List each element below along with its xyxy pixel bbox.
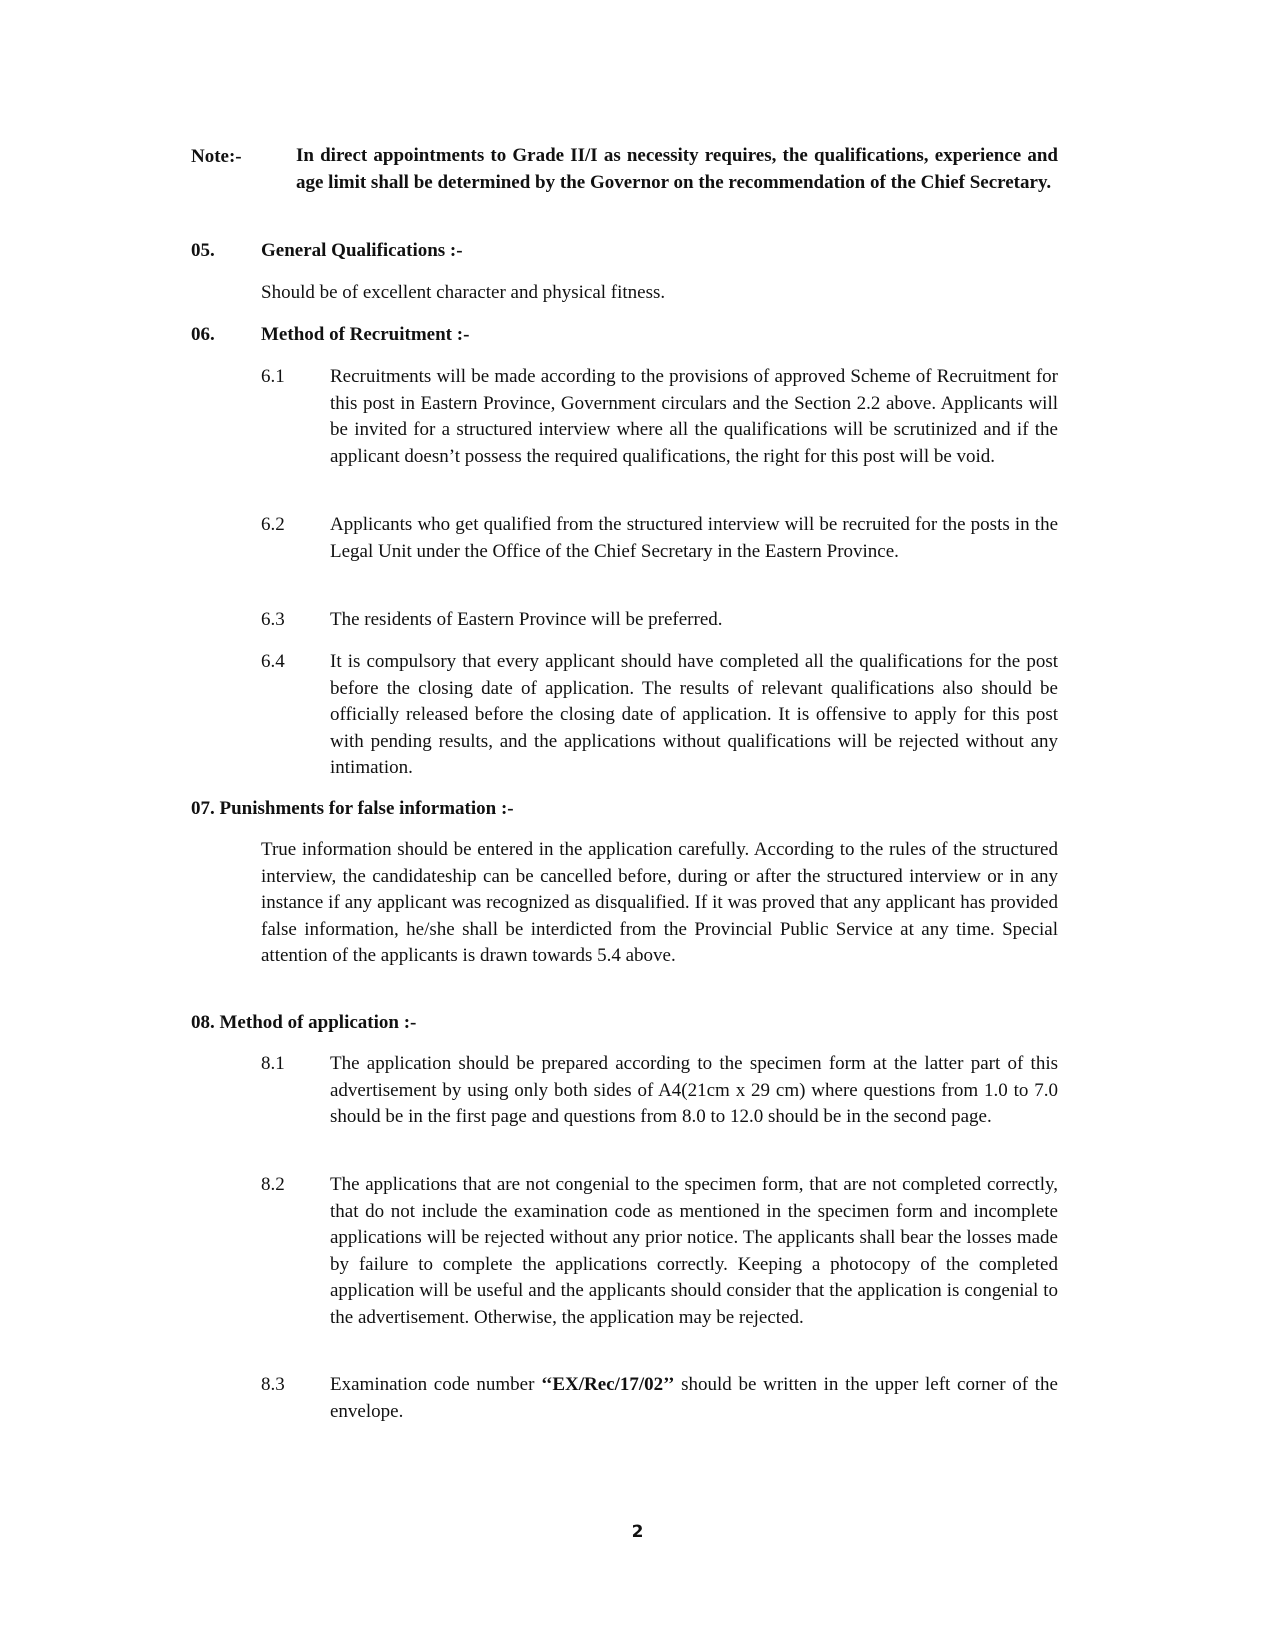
section-05-text: Should be of excellent character and physical fitness. [261,282,666,303]
examination-code: ‘‘EX/Rec/17/02’’ [541,1374,675,1395]
section-07-text: True information should be entered in the application carefully. According to the rules of the structured interview, the candidateship can be cancelled before, during or after the structured interview or in any instance if any applicant was recognized as disqualified. If it was proved that any applicant has provided false information, he/she shall be interdicted from the Provincial Public Service at any time. Special attention of the applicants is drawn towards 5.4 above. [261,839,1058,966]
item-8-2-text: The applications that are not congenial to the specimen form, that are not completed correctly, that do not include the examination code as mentioned in the specimen form and incomplete applications will be rejected without any prior notice. The applicants shall bear the losses made by failure to complete the applications correctly. Keeping a photocopy of the completed application will be useful and the applicants should consider that the application is congenial to the advertisement. Otherwise, the application may be rejected. [330,1174,1058,1328]
item-6-2-number: 6.2 [261,514,285,535]
section-06-title: Method of Recruitment :- [261,324,470,345]
item-6-3-text: The residents of Eastern Province will be preferred. [330,609,723,630]
item-6-4-number: 6.4 [261,651,285,672]
section-07-title: 07. Punishments for false information :- [191,798,514,819]
item-8-3-text-before: Examination code number [330,1374,542,1395]
item-6-1-text: Recruitments will be made according to the provisions of approved Scheme of Recruitment for this post in Eastern Province, Government circulars and the Section 2.2 above. Applicants will be invited for a structured interview where all the qualifications will be scrutinized and if the applicant doesn’t possess the required qualifications, the right for this post will be void. [330,366,1058,467]
item-8-2-number: 8.2 [261,1174,285,1195]
note-text: In direct appointments to Grade II/I as necessity requires, the qualifications, experience and age limit shall be determined by the Governor on the recommendation of the Chief Secretary. [296,145,1058,193]
section-08-title: 08. Method of application :- [191,1012,417,1033]
item-8-1-text: The application should be prepared according to the specimen form at the latter part of this advertisement by using only both sides of A4(21cm x 29 cm) where questions from 1.0 to 7.0 should be in the first page and questions from 8.0 to 12.0 should be in the second page. [330,1053,1058,1127]
item-8-3-number: 8.3 [261,1374,285,1395]
section-05-title: General Qualifications :- [261,240,463,261]
page-number: 2 [631,1522,644,1542]
item-8-1-number: 8.1 [261,1053,285,1074]
item-6-1-number: 6.1 [261,366,285,387]
note-label: Note:- [191,146,242,167]
section-06-number: 06. [191,324,215,345]
item-8-3-text-after: should be written in the upper left corner of the envelope. [330,1374,1058,1422]
item-8-3-text [330,1372,1058,1425]
item-6-2-text: Applicants who get qualified from the structured interview will be recruited for the posts in the Legal Unit under the Office of the Chief Secretary in the Eastern Province. [330,514,1058,562]
item-6-4-text: It is compulsory that every applicant should have completed all the qualifications for the post before the closing date of application. The results of relevant qualifications also should be officially released before the closing date of application. It is offensive to apply for this post with pending results, and the applications without qualifications will be rejected without any intimation. [330,651,1058,778]
item-6-3-number: 6.3 [261,609,285,630]
section-05-number: 05. [191,240,215,261]
